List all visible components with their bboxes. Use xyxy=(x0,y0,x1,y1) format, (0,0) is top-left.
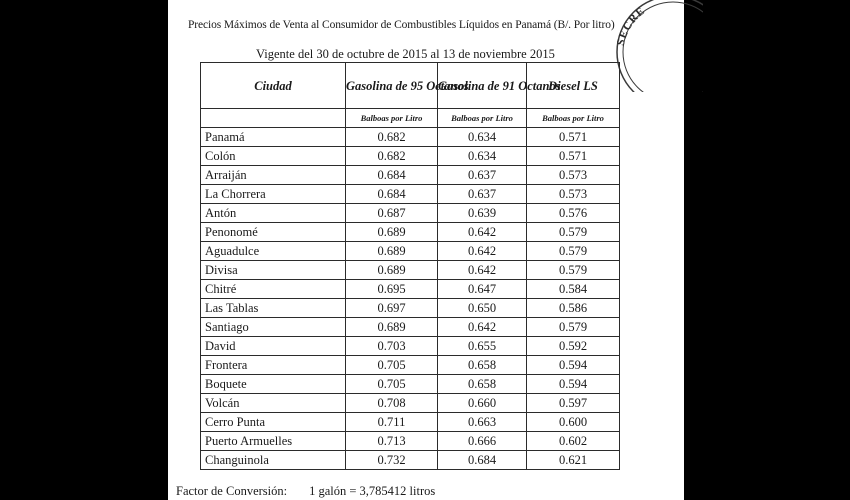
city-cell: Volcán xyxy=(201,394,346,413)
table-row xyxy=(201,242,620,261)
gasoline-95-price: 0.711 xyxy=(346,413,438,432)
diesel-price: 0.584 xyxy=(527,280,620,299)
stamp-text: SECRE xyxy=(614,4,648,47)
table-row xyxy=(201,337,620,356)
table-header-row xyxy=(201,63,620,109)
gasoline-91-price: 0.637 xyxy=(438,185,527,204)
diesel-price: 0.592 xyxy=(527,337,620,356)
gasoline-95-price: 0.705 xyxy=(346,356,438,375)
header-gasoline-91: Gasolina de 91 Octanos xyxy=(438,63,527,109)
gasoline-95-price: 0.705 xyxy=(346,375,438,394)
gasoline-95-price: 0.684 xyxy=(346,166,438,185)
diesel-price: 0.579 xyxy=(527,242,620,261)
unit-label-g91: Balboas por Litro xyxy=(438,109,527,128)
table-row xyxy=(201,318,620,337)
table-row xyxy=(201,356,620,375)
diesel-price: 0.586 xyxy=(527,299,620,318)
gasoline-91-price: 0.634 xyxy=(438,128,527,147)
gasoline-91-price: 0.684 xyxy=(438,451,527,470)
city-cell: David xyxy=(201,337,346,356)
table-row xyxy=(201,375,620,394)
unit-cell-city xyxy=(201,109,346,128)
header-gasoline-95: Gasolina de 95 Octanos xyxy=(346,63,438,109)
unit-row xyxy=(201,109,620,128)
gasoline-95-price: 0.703 xyxy=(346,337,438,356)
diesel-price: 0.571 xyxy=(527,128,620,147)
diesel-price: 0.602 xyxy=(527,432,620,451)
gasoline-91-price: 0.634 xyxy=(438,147,527,166)
gasoline-95-price: 0.713 xyxy=(346,432,438,451)
diesel-price: 0.621 xyxy=(527,451,620,470)
gasoline-91-price: 0.642 xyxy=(438,223,527,242)
unit-label-g95: Balboas por Litro xyxy=(346,109,438,128)
table-row xyxy=(201,432,620,451)
diesel-price: 0.573 xyxy=(527,166,620,185)
table-row xyxy=(201,128,620,147)
city-cell: Antón xyxy=(201,204,346,223)
city-cell: Frontera xyxy=(201,356,346,375)
diesel-price: 0.594 xyxy=(527,356,620,375)
document-title: Precios Máximos de Venta al Consumidor de Combustibles Líquidos en Panamá (B/. Por litro) xyxy=(188,19,615,31)
gasoline-95-price: 0.689 xyxy=(346,223,438,242)
city-cell: Cerro Punta xyxy=(201,413,346,432)
diesel-price: 0.579 xyxy=(527,261,620,280)
table-row xyxy=(201,166,620,185)
gasoline-91-price: 0.663 xyxy=(438,413,527,432)
city-cell: Penonomé xyxy=(201,223,346,242)
diesel-price: 0.600 xyxy=(527,413,620,432)
gasoline-91-price: 0.642 xyxy=(438,261,527,280)
header-city: Ciudad xyxy=(201,63,346,109)
gasoline-95-price: 0.689 xyxy=(346,242,438,261)
gasoline-95-price: 0.682 xyxy=(346,147,438,166)
gasoline-95-price: 0.689 xyxy=(346,261,438,280)
gasoline-91-price: 0.658 xyxy=(438,356,527,375)
city-cell: Puerto Armuelles xyxy=(201,432,346,451)
city-cell: Colón xyxy=(201,147,346,166)
gasoline-95-price: 0.687 xyxy=(346,204,438,223)
conversion-factor xyxy=(176,484,435,499)
table-row xyxy=(201,185,620,204)
city-cell: Boquete xyxy=(201,375,346,394)
city-cell: Santiago xyxy=(201,318,346,337)
gasoline-91-price: 0.637 xyxy=(438,166,527,185)
gasoline-91-price: 0.660 xyxy=(438,394,527,413)
gasoline-91-price: 0.642 xyxy=(438,318,527,337)
table-row xyxy=(201,451,620,470)
city-cell: Chitré xyxy=(201,280,346,299)
gasoline-91-price: 0.650 xyxy=(438,299,527,318)
diesel-price: 0.576 xyxy=(527,204,620,223)
gasoline-95-price: 0.732 xyxy=(346,451,438,470)
gasoline-95-price: 0.708 xyxy=(346,394,438,413)
gasoline-95-price: 0.689 xyxy=(346,318,438,337)
city-cell: La Chorrera xyxy=(201,185,346,204)
diesel-price: 0.579 xyxy=(527,318,620,337)
city-cell: Changuinola xyxy=(201,451,346,470)
fuel-price-table xyxy=(200,62,620,470)
diesel-price: 0.594 xyxy=(527,375,620,394)
table-row xyxy=(201,413,620,432)
table-row xyxy=(201,299,620,318)
validity-period: Vigente del 30 de octubre de 2015 al 13 de noviembre 2015 xyxy=(256,47,555,61)
table-row xyxy=(201,147,620,166)
gasoline-95-price: 0.697 xyxy=(346,299,438,318)
table-row xyxy=(201,204,620,223)
diesel-price: 0.571 xyxy=(527,147,620,166)
table-row xyxy=(201,394,620,413)
gasoline-91-price: 0.655 xyxy=(438,337,527,356)
table-row xyxy=(201,261,620,280)
document-page xyxy=(168,0,684,500)
city-cell: Arraiján xyxy=(201,166,346,185)
table-row xyxy=(201,280,620,299)
gasoline-91-price: 0.647 xyxy=(438,280,527,299)
conversion-value: 1 galón = 3,785412 litros xyxy=(309,484,436,498)
unit-label-diesel: Balboas por Litro xyxy=(527,109,620,128)
gasoline-95-price: 0.684 xyxy=(346,185,438,204)
gasoline-91-price: 0.658 xyxy=(438,375,527,394)
diesel-price: 0.579 xyxy=(527,223,620,242)
gasoline-91-price: 0.639 xyxy=(438,204,527,223)
gasoline-95-price: 0.695 xyxy=(346,280,438,299)
table-row xyxy=(201,223,620,242)
city-cell: Las Tablas xyxy=(201,299,346,318)
conversion-label: Factor de Conversión: xyxy=(176,484,288,498)
gasoline-91-price: 0.642 xyxy=(438,242,527,261)
city-cell: Divisa xyxy=(201,261,346,280)
diesel-price: 0.597 xyxy=(527,394,620,413)
header-diesel: Diesel LS xyxy=(527,63,620,109)
gasoline-95-price: 0.682 xyxy=(346,128,438,147)
city-cell: Panamá xyxy=(201,128,346,147)
diesel-price: 0.573 xyxy=(527,185,620,204)
city-cell: Aguadulce xyxy=(201,242,346,261)
gasoline-91-price: 0.666 xyxy=(438,432,527,451)
